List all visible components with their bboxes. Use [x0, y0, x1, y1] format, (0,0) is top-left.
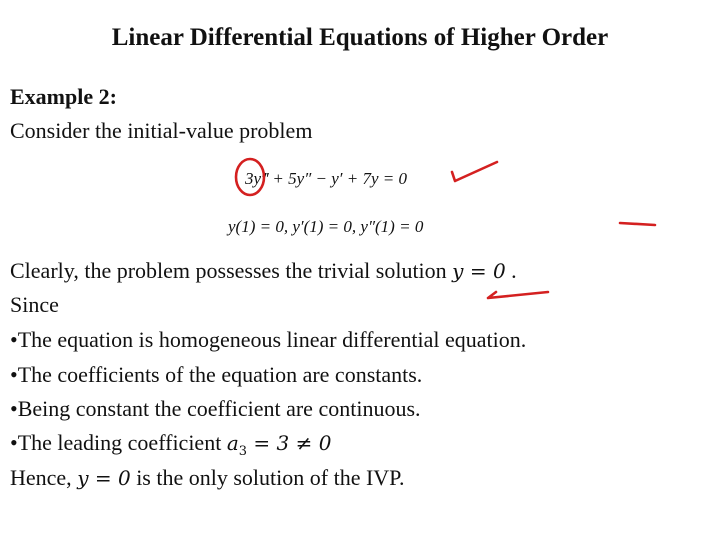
leading-value: = 3 ≠ 0 — [247, 431, 332, 455]
hence-equation: y = 0 — [77, 466, 131, 490]
leading-prefix: •The leading coefficient — [10, 430, 222, 455]
trivial-equation: y = 0 — [452, 259, 506, 283]
checkmark-annotation — [452, 162, 497, 181]
since-label: Since — [10, 292, 59, 317]
pen-strokes — [236, 159, 655, 298]
leading-subscript: 3 — [238, 444, 248, 459]
hence-suffix: is the only solution of the IVP. — [136, 465, 405, 490]
ode-equation: 3y‴ + 5y″ − y′ + 7y = 0 — [245, 169, 408, 188]
initial-conditions: y(1) = 0, y′(1) = 0, y″(1) = 0 — [228, 217, 424, 236]
bullet-continuous: •Being constant the coefficient are continuous. — [10, 396, 421, 421]
trivial-prefix: Clearly, the problem possesses the trivial solution — [10, 258, 447, 283]
circle-around-coefficient-annotation — [236, 159, 264, 195]
hence-prefix: Hence, — [10, 465, 72, 490]
leading-symbol: a — [226, 431, 239, 455]
bullet-homogeneous: •The equation is homogeneous linear differential equation. — [10, 327, 527, 352]
slide-title: Linear Differential Equations of Higher Order — [111, 24, 609, 51]
bullet-constant-coefficients: •The coefficients of the equation are constants. — [10, 362, 423, 387]
intro-text: Consider the initial-value problem — [10, 118, 313, 143]
example-heading: Example 2: — [10, 84, 117, 109]
trivial-suffix: . — [511, 258, 517, 283]
underline-arrow-annotation — [488, 292, 548, 298]
dash-annotation — [620, 223, 655, 225]
